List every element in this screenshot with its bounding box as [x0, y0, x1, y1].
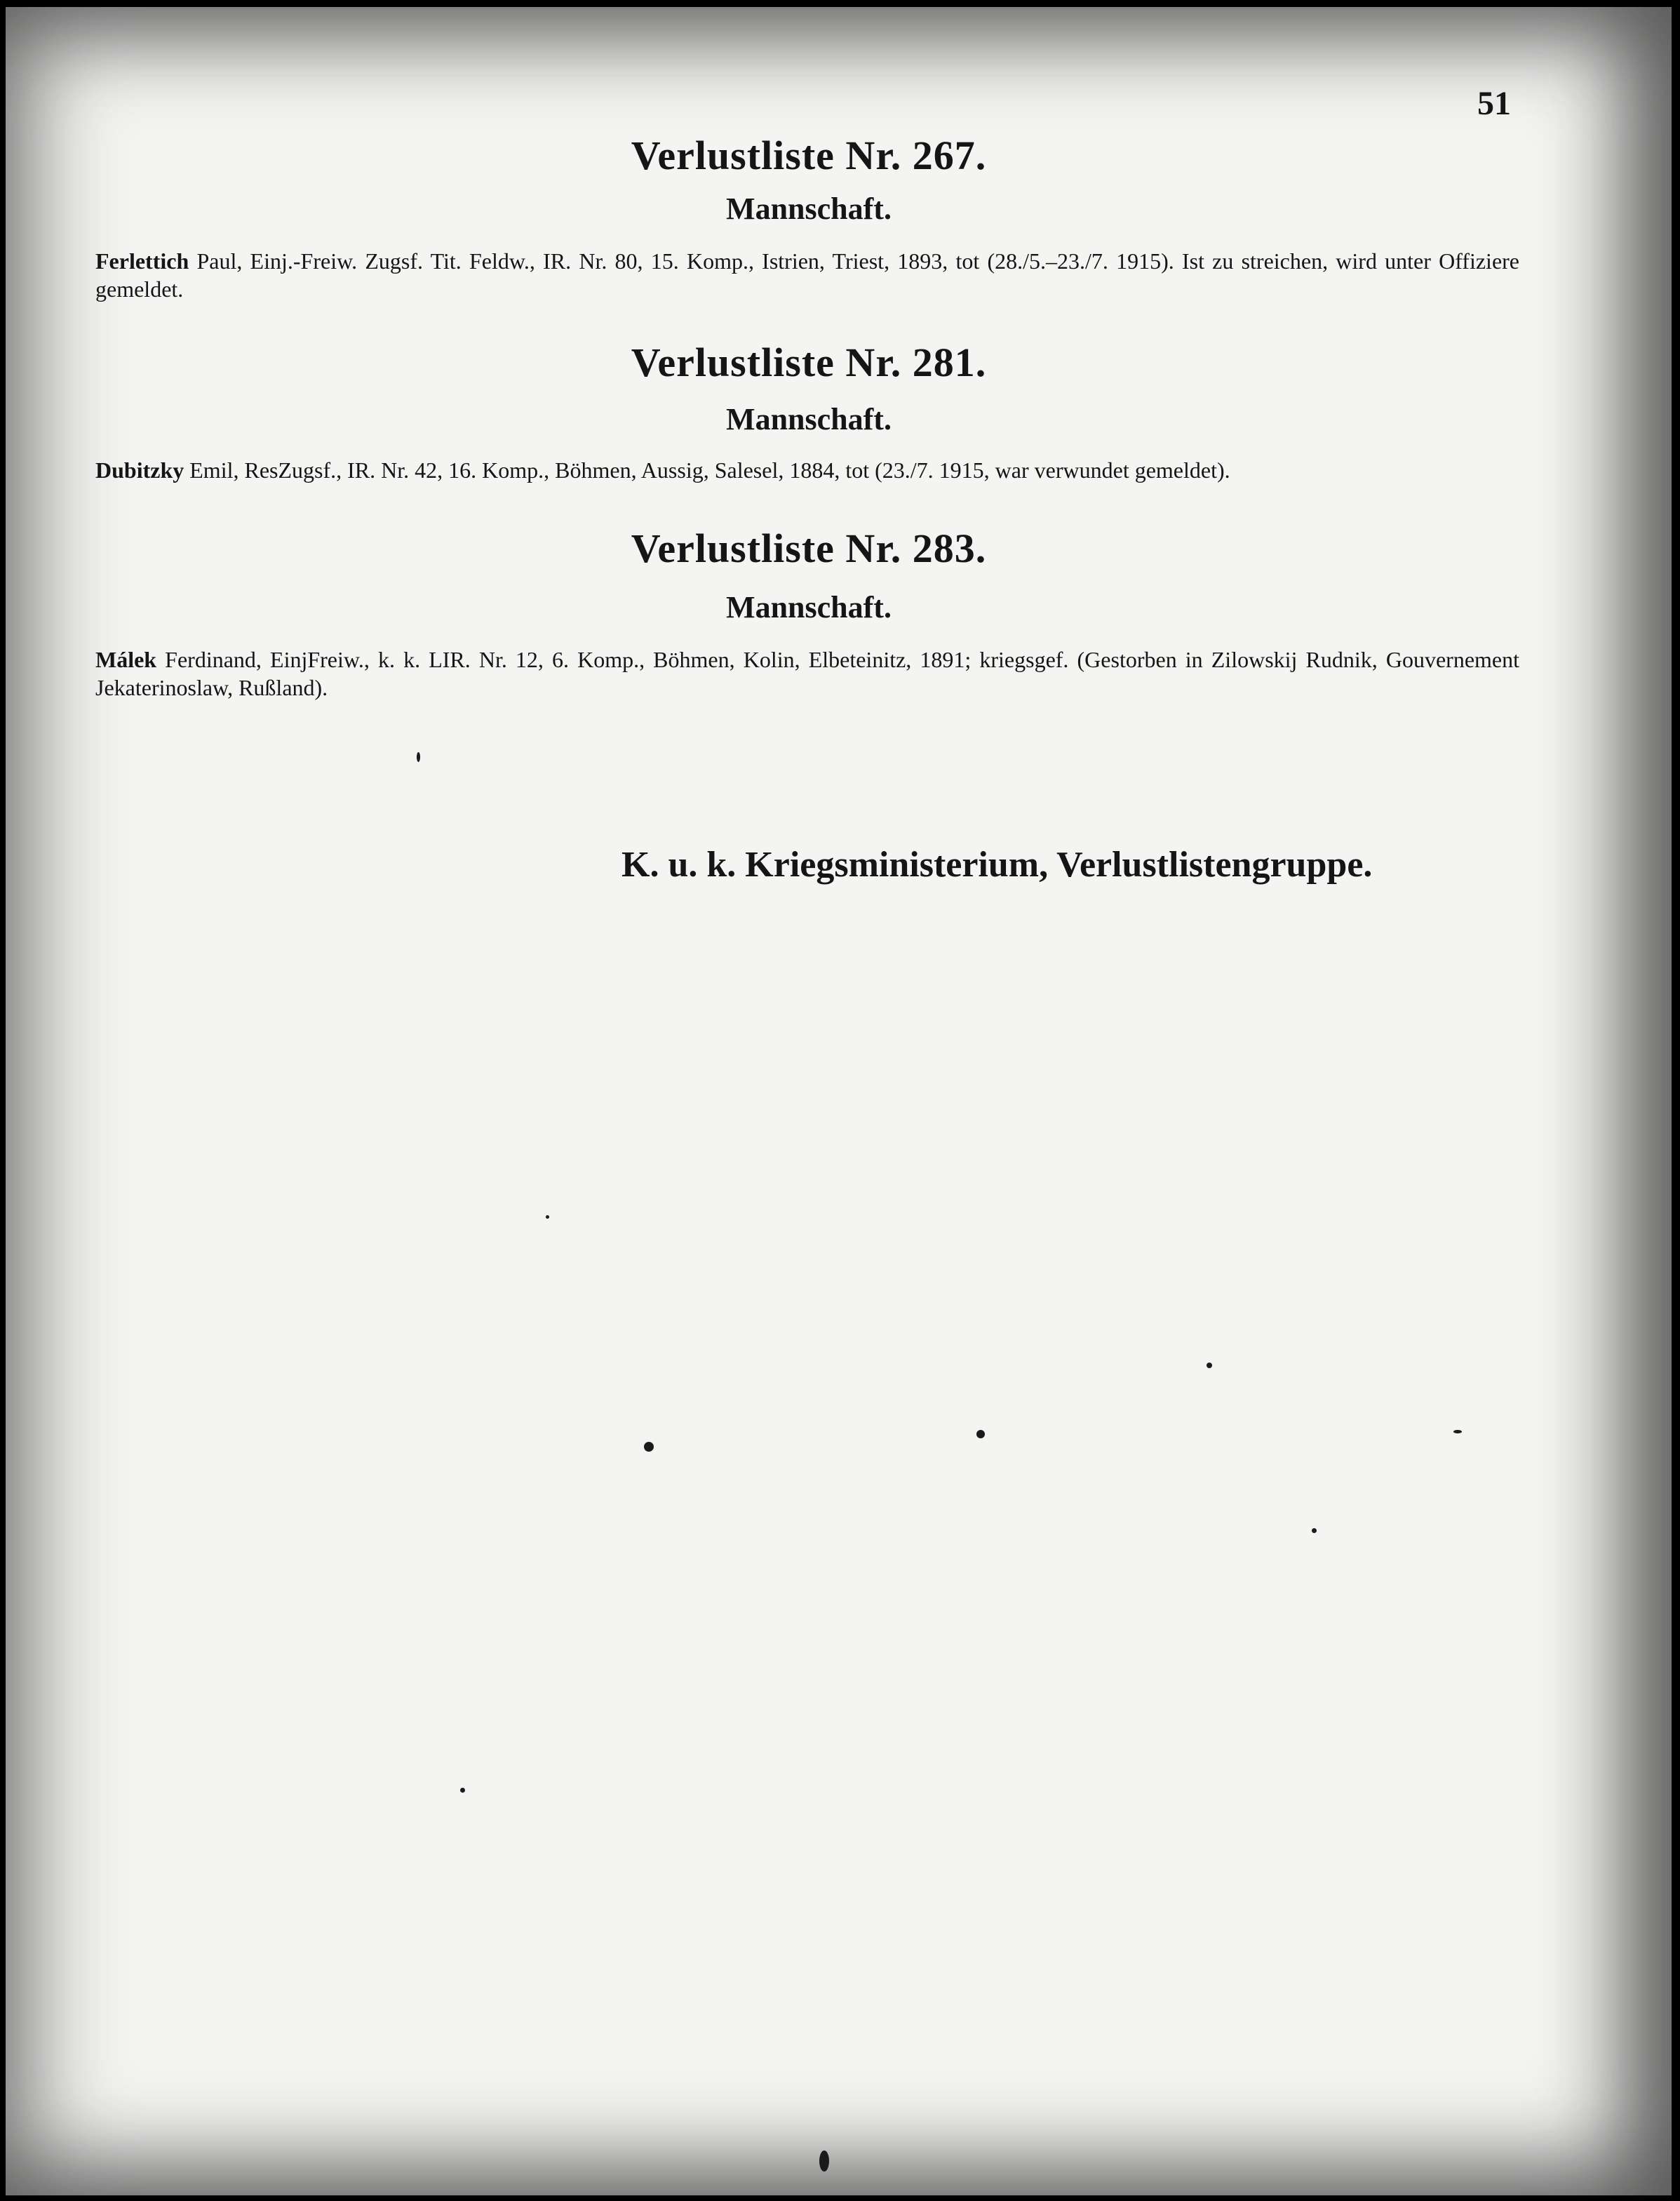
dust-speck	[417, 752, 420, 762]
list-title-267: Verlustliste Nr. 267.	[631, 133, 987, 178]
entry-surname: Dubitzky	[95, 457, 184, 483]
dust-speck	[546, 1215, 549, 1219]
entry-details: Emil, ResZugsf., IR. Nr. 42, 16. Komp., Böhmen, Aussig, Salesel, 1884, tot (23./7. 1915, war verwundet gemeldet).	[184, 457, 1230, 483]
section-heading-283: Mannschaft.	[726, 590, 892, 624]
list-title-281: Verlustliste Nr. 281.	[631, 340, 987, 385]
dust-speck	[1207, 1363, 1212, 1368]
dust-speck	[819, 2150, 829, 2172]
signature-line: K. u. k. Kriegsministerium, Verlustlistengruppe.	[621, 845, 1373, 885]
paper-sheet	[6, 7, 1672, 2195]
entry-details: Paul, Einj.-Freiw. Zugsf. Tit. Feldw., IR. Nr. 80, 15. Komp., Istrien, Triest, 1893, tot (28./5.–23./7. 1915). Ist zu streichen, wird unter Offiziere gemeldet.	[95, 248, 1519, 302]
section-heading-281: Mannschaft.	[726, 402, 892, 436]
casualty-entry-283	[95, 645, 1519, 702]
dust-speck	[1453, 1430, 1462, 1433]
dust-speck	[976, 1430, 985, 1438]
section-heading-267: Mannschaft.	[726, 192, 892, 226]
entry-surname: Málek	[95, 647, 157, 672]
entry-surname: Ferlettich	[95, 248, 189, 274]
page-number: 51	[1477, 85, 1511, 122]
dust-speck	[1312, 1528, 1317, 1533]
dust-speck	[460, 1788, 465, 1793]
casualty-entry-267	[95, 247, 1519, 303]
list-title-283: Verlustliste Nr. 283.	[631, 526, 987, 571]
casualty-entry-281	[95, 456, 1519, 484]
entry-details: Ferdinand, EinjFreiw., k. k. LIR. Nr. 12, 6. Komp., Böhmen, Kolin, Elbeteinitz, 1891; kriegsgef. (Gestorben in Zilowskij Rudnik, Gouvernement Jekaterinoslaw, Rußland).	[95, 647, 1519, 700]
dust-speck	[644, 1442, 654, 1452]
